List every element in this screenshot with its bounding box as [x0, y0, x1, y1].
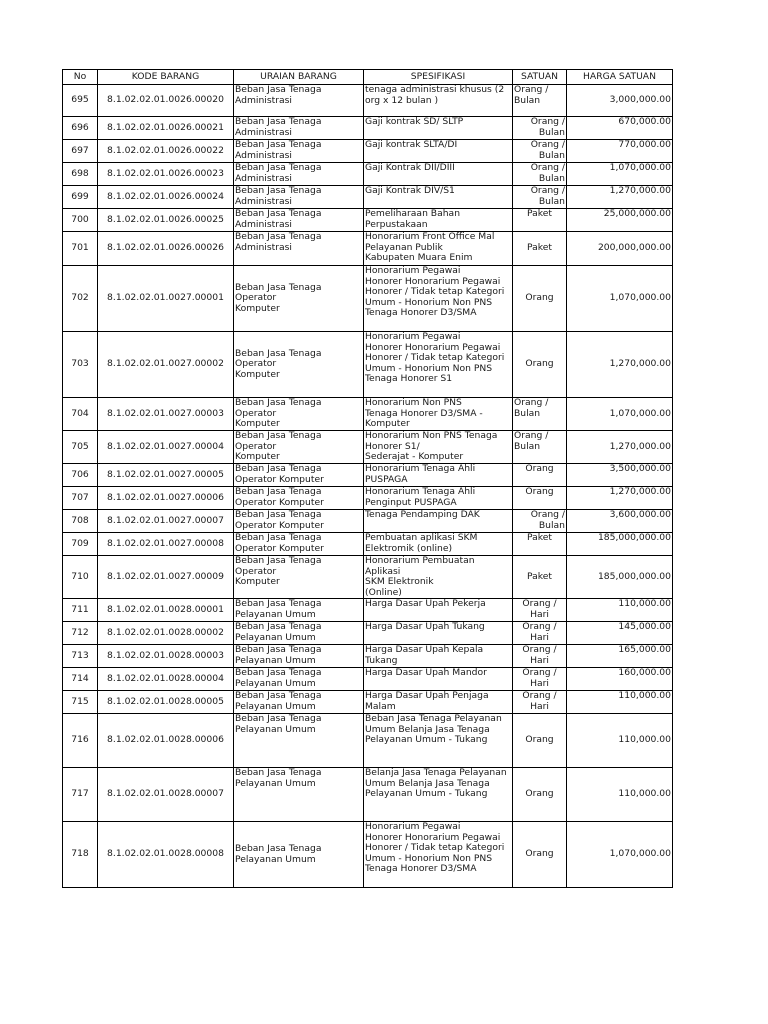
uraian-text: Beban Jasa Tenaga Operator Komputer [235, 281, 322, 314]
cell-harga: 145,000.00 [567, 622, 673, 645]
satuan-text: Orang / Hari [522, 621, 557, 643]
cell-spesifikasi [364, 431, 513, 464]
cell-no: 717 [63, 768, 98, 822]
spesifikasi-text: Honorarium Pembuatan Aplikasi SKM Elektronik (Online) [365, 555, 475, 598]
uraian-text: Beban Jasa Tenaga Pelayanan Umum [235, 713, 322, 735]
table-row [63, 163, 673, 186]
cell-no: 711 [63, 599, 98, 622]
cell-satuan [513, 431, 567, 464]
table-row [63, 691, 673, 714]
uraian-text: Beban Jasa Tenaga Pelayanan Umum [235, 843, 322, 865]
satuan-text: Orang / Bulan [514, 84, 549, 106]
cell-kode: 8.1.02.02.01.0028.00005 [98, 691, 234, 714]
cell-no: 707 [63, 487, 98, 510]
cell-uraian [234, 464, 364, 487]
cell-no: 716 [63, 714, 98, 768]
cell-satuan [513, 510, 567, 533]
satuan-text: Paket [526, 242, 552, 254]
cell-harga: 1,270,000.00 [567, 431, 673, 464]
cell-satuan [513, 163, 567, 186]
satuan-text: Orang / Bulan [514, 430, 549, 452]
cell-spesifikasi [364, 533, 513, 556]
spesifikasi-text: Honorarium Pegawai Honorer Honorarium Pegawai Honorer / Tidak tetap Kategori Umum - Honorium Non PNS Tenaga Honorer D3/SMA [365, 821, 505, 874]
cell-kode: 8.1.02.02.01.0026.00026 [98, 232, 234, 266]
cell-uraian [234, 599, 364, 622]
cell-satuan [513, 487, 567, 510]
cell-satuan [513, 186, 567, 209]
cell-no: 696 [63, 117, 98, 140]
table-row [63, 822, 673, 888]
table-row [63, 533, 673, 556]
table-row [63, 768, 673, 822]
cell-no: 701 [63, 232, 98, 266]
table-row [63, 186, 673, 209]
cell-spesifikasi [364, 691, 513, 714]
cell-spesifikasi [364, 186, 513, 209]
spesifikasi-text: Gaji Kontrak DIV/S1 [365, 185, 455, 196]
spesifikasi-text: Honorarium Front Office Mal Pelayanan Publik Kabupaten Muara Enim [365, 231, 495, 263]
spesifikasi-text: Harga Dasar Upah Kepala Tukang [365, 644, 484, 666]
satuan-text: Paket [526, 570, 552, 582]
cell-harga: 185,000,000.00 [567, 533, 673, 556]
spesifikasi-text: Honorarium Pegawai Honorer Honorarium Pegawai Honorer / Tidak tetap Kategori Umum - Honorium Non PNS Tenaga Honorer D3/SMA [365, 265, 505, 318]
table-row [63, 266, 673, 332]
cell-kode: 8.1.02.02.01.0027.00001 [98, 266, 234, 332]
col-header-no: No [63, 70, 98, 85]
cell-uraian [234, 691, 364, 714]
cell-uraian [234, 163, 364, 186]
col-header-kode: KODE BARANG [98, 70, 234, 85]
header-row [63, 70, 673, 85]
uraian-text: Beban Jasa Tenaga Administrasi [235, 116, 322, 138]
cell-kode: 8.1.02.02.01.0027.00008 [98, 533, 234, 556]
spesifikasi-text: Harga Dasar Upah Tukang [365, 621, 485, 632]
satuan-text: Orang / Bulan [530, 139, 565, 161]
cell-no: 695 [63, 85, 98, 117]
spesifikasi-text: Beban Jasa Tenaga Pelayanan Umum Belanja Jasa Tenaga Pelayanan Umum - Tukang [365, 713, 502, 745]
cell-spesifikasi [364, 140, 513, 163]
cell-harga: 110,000.00 [567, 714, 673, 768]
table-row [63, 510, 673, 533]
cell-spesifikasi [364, 398, 513, 431]
cell-kode: 8.1.02.02.01.0027.00007 [98, 510, 234, 533]
cell-satuan [513, 464, 567, 487]
cell-satuan [513, 332, 567, 398]
spesifikasi-text: Honorarium Tenaga Ahli PUSPAGA [365, 463, 476, 485]
table-row [63, 556, 673, 599]
cell-harga: 185,000,000.00 [567, 556, 673, 599]
table-row [63, 668, 673, 691]
cell-satuan [513, 599, 567, 622]
cell-harga: 110,000.00 [567, 691, 673, 714]
spesifikasi-text: Honorarium Tenaga Ahli Penginput PUSPAGA [365, 486, 476, 508]
uraian-text: Beban Jasa Tenaga Pelayanan Umum [235, 644, 322, 666]
uraian-text: Beban Jasa Tenaga Pelayanan Umum [235, 767, 322, 789]
cell-satuan [513, 691, 567, 714]
spesifikasi-text: Pemeliharaan Bahan Perpustakaan [365, 208, 461, 230]
uraian-text: Beban Jasa Tenaga Operator Komputer [235, 509, 324, 531]
table-row [63, 645, 673, 668]
spesifikasi-text: Honorarium Non PNS Tenaga Honorer S1/ Sederajat - Komputer [365, 430, 498, 462]
cell-satuan [513, 556, 567, 599]
uraian-text: Beban Jasa Tenaga Operator Komputer [235, 430, 322, 462]
cell-uraian [234, 332, 364, 398]
cell-no: 700 [63, 209, 98, 232]
uraian-text: Beban Jasa Tenaga Operator Komputer [235, 463, 324, 485]
satuan-text: Orang / Hari [522, 598, 557, 620]
col-header-satuan: SATUAN [513, 70, 567, 85]
cell-kode: 8.1.02.02.01.0026.00023 [98, 163, 234, 186]
cell-spesifikasi [364, 556, 513, 599]
cell-no: 702 [63, 266, 98, 332]
cell-uraian [234, 232, 364, 266]
cell-kode: 8.1.02.02.01.0028.00006 [98, 714, 234, 768]
cell-spesifikasi [364, 768, 513, 822]
satuan-text: Orang [525, 292, 554, 304]
cell-satuan [513, 668, 567, 691]
satuan-text: Orang / Bulan [530, 185, 565, 207]
cell-satuan [513, 117, 567, 140]
col-header-spesifikasi: SPESIFIKASI [364, 70, 513, 85]
cell-harga: 1,070,000.00 [567, 266, 673, 332]
uraian-text: Beban Jasa Tenaga Pelayanan Umum [235, 667, 322, 689]
spesifikasi-text: Honorarium Pegawai Honorer Honorarium Pegawai Honorer / Tidak tetap Kategori Umum - Honorium Non PNS Tenaga Honorer S1 [365, 331, 505, 384]
cell-spesifikasi [364, 266, 513, 332]
cell-kode: 8.1.02.02.01.0027.00002 [98, 332, 234, 398]
satuan-text: Orang [525, 463, 554, 474]
cell-no: 704 [63, 398, 98, 431]
satuan-text: Orang [525, 486, 554, 497]
cell-uraian [234, 622, 364, 645]
cell-spesifikasi [364, 599, 513, 622]
satuan-text: Orang / Bulan [514, 397, 549, 419]
cell-spesifikasi [364, 464, 513, 487]
satuan-text: Orang [525, 358, 554, 370]
table-row [63, 85, 673, 117]
cell-harga: 110,000.00 [567, 768, 673, 822]
cell-satuan [513, 140, 567, 163]
cell-satuan [513, 398, 567, 431]
cell-no: 703 [63, 332, 98, 398]
cell-uraian [234, 140, 364, 163]
spesifikasi-text: tenaga administrasi khusus (2 org x 12 bulan ) [365, 84, 505, 106]
cell-satuan [513, 85, 567, 117]
uraian-text: Beban Jasa Tenaga Pelayanan Umum [235, 690, 322, 712]
cell-harga: 200,000,000.00 [567, 232, 673, 266]
satuan-text: Orang / Hari [522, 667, 557, 689]
cell-spesifikasi [364, 668, 513, 691]
satuan-text: Paket [526, 208, 552, 219]
col-header-harga: HARGA SATUAN [567, 70, 673, 85]
table-row [63, 332, 673, 398]
cell-satuan [513, 768, 567, 822]
cell-no: 710 [63, 556, 98, 599]
cell-no: 712 [63, 622, 98, 645]
cell-harga: 3,500,000.00 [567, 464, 673, 487]
spesifikasi-text: Harga Dasar Upah Penjaga Malam [365, 690, 489, 712]
table-row [63, 117, 673, 140]
cell-satuan [513, 266, 567, 332]
cell-no: 706 [63, 464, 98, 487]
uraian-text: Beban Jasa Tenaga Operator Komputer [235, 397, 322, 429]
spesifikasi-text: Belanja Jasa Tenaga Pelayanan Umum Belanja Jasa Tenaga Pelayanan Umum - Tukang [365, 767, 507, 799]
cell-satuan [513, 232, 567, 266]
spesifikasi-text: Gaji kontrak SD/ SLTP [365, 116, 464, 127]
cell-kode: 8.1.02.02.01.0026.00024 [98, 186, 234, 209]
cell-spesifikasi [364, 714, 513, 768]
table-row [63, 622, 673, 645]
uraian-text: Beban Jasa Tenaga Operator Komputer [235, 532, 324, 554]
uraian-text: Beban Jasa Tenaga Administrasi [235, 162, 322, 184]
cell-kode: 8.1.02.02.01.0028.00003 [98, 645, 234, 668]
cell-spesifikasi [364, 85, 513, 117]
uraian-text: Beban Jasa Tenaga Operator Komputer [235, 486, 324, 508]
cell-kode: 8.1.02.02.01.0027.00005 [98, 464, 234, 487]
cell-uraian [234, 533, 364, 556]
cell-no: 709 [63, 533, 98, 556]
uraian-text: Beban Jasa Tenaga Pelayanan Umum [235, 621, 322, 643]
cell-uraian [234, 822, 364, 888]
spesifikasi-text: Gaji kontrak SLTA/DI [365, 139, 458, 150]
cell-uraian [234, 266, 364, 332]
cell-kode: 8.1.02.02.01.0027.00006 [98, 487, 234, 510]
spesifikasi-text: Harga Dasar Upah Pekerja [365, 598, 486, 609]
satuan-text: Orang / Bulan [530, 162, 565, 184]
cell-kode: 8.1.02.02.01.0028.00001 [98, 599, 234, 622]
cell-satuan [513, 822, 567, 888]
cell-kode: 8.1.02.02.01.0028.00008 [98, 822, 234, 888]
cell-harga: 1,270,000.00 [567, 186, 673, 209]
satuan-text: Orang / Bulan [530, 509, 565, 531]
table-row [63, 487, 673, 510]
cell-no: 713 [63, 645, 98, 668]
cell-uraian [234, 85, 364, 117]
cell-kode: 8.1.02.02.01.0026.00021 [98, 117, 234, 140]
cell-harga: 1,070,000.00 [567, 822, 673, 888]
cell-uraian [234, 645, 364, 668]
cell-kode: 8.1.02.02.01.0026.00022 [98, 140, 234, 163]
cell-no: 698 [63, 163, 98, 186]
cell-kode: 8.1.02.02.01.0027.00004 [98, 431, 234, 464]
spesifikasi-text: Gaji Kontrak DII/DIII [365, 162, 455, 173]
cell-satuan [513, 533, 567, 556]
cell-kode: 8.1.02.02.01.0027.00009 [98, 556, 234, 599]
uraian-text: Beban Jasa Tenaga Administrasi [235, 208, 322, 230]
cell-no: 708 [63, 510, 98, 533]
cell-spesifikasi [364, 232, 513, 266]
cell-satuan [513, 209, 567, 232]
cell-spesifikasi [364, 645, 513, 668]
table-row [63, 464, 673, 487]
cell-no: 699 [63, 186, 98, 209]
spesifikasi-text: Honorarium Non PNS Tenaga Honorer D3/SMA - Komputer [365, 397, 483, 429]
table-row [63, 232, 673, 266]
cell-uraian [234, 398, 364, 431]
uraian-text: Beban Jasa Tenaga Administrasi [235, 185, 322, 207]
cell-uraian [234, 487, 364, 510]
satuan-text: Orang / Bulan [530, 116, 565, 138]
satuan-text: Orang / Hari [522, 690, 557, 712]
cell-uraian [234, 186, 364, 209]
cell-harga: 1,070,000.00 [567, 398, 673, 431]
cell-kode: 8.1.02.02.01.0028.00002 [98, 622, 234, 645]
table-row [63, 599, 673, 622]
uraian-text: Beban Jasa Tenaga Administrasi [235, 139, 322, 161]
cell-harga: 25,000,000.00 [567, 209, 673, 232]
cell-kode: 8.1.02.02.01.0027.00003 [98, 398, 234, 431]
col-header-uraian: URAIAN BARANG [234, 70, 364, 85]
cell-spesifikasi [364, 163, 513, 186]
table-row [63, 398, 673, 431]
cell-spesifikasi [364, 487, 513, 510]
table-row [63, 140, 673, 163]
cell-no: 714 [63, 668, 98, 691]
table-row [63, 209, 673, 232]
cell-uraian [234, 117, 364, 140]
table-row [63, 431, 673, 464]
cell-no: 718 [63, 822, 98, 888]
cell-spesifikasi [364, 822, 513, 888]
spesifikasi-text: Tenaga Pendamping DAK [365, 509, 480, 520]
cell-spesifikasi [364, 332, 513, 398]
cell-harga: 3,600,000.00 [567, 510, 673, 533]
spesifikasi-text: Pembuatan aplikasi SKM Elektromik (online) [365, 532, 478, 554]
cell-no: 705 [63, 431, 98, 464]
cell-harga: 3,000,000.00 [567, 85, 673, 117]
satuan-text: Paket [526, 532, 552, 543]
satuan-text: Orang [525, 848, 554, 860]
cell-uraian [234, 431, 364, 464]
cell-uraian [234, 209, 364, 232]
cell-harga: 670,000.00 [567, 117, 673, 140]
uraian-text: Beban Jasa Tenaga Administrasi [235, 231, 322, 253]
cell-kode: 8.1.02.02.01.0028.00007 [98, 768, 234, 822]
uraian-text: Beban Jasa Tenaga Administrasi [235, 84, 322, 106]
cell-satuan [513, 714, 567, 768]
spesifikasi-text: Harga Dasar Upah Mandor [365, 667, 487, 678]
cell-spesifikasi [364, 117, 513, 140]
uraian-text: Beban Jasa Tenaga Pelayanan Umum [235, 598, 322, 620]
cell-harga: 160,000.00 [567, 668, 673, 691]
cell-uraian [234, 556, 364, 599]
uraian-text: Beban Jasa Tenaga Operator Komputer [235, 347, 322, 380]
cell-satuan [513, 622, 567, 645]
cell-uraian [234, 668, 364, 691]
cell-kode: 8.1.02.02.01.0028.00004 [98, 668, 234, 691]
cell-harga: 770,000.00 [567, 140, 673, 163]
cell-uraian [234, 714, 364, 768]
cell-spesifikasi [364, 622, 513, 645]
cell-spesifikasi [364, 209, 513, 232]
satuan-text: Orang / Hari [522, 644, 557, 666]
price-table [62, 69, 673, 888]
cell-harga: 165,000.00 [567, 645, 673, 668]
cell-harga: 1,270,000.00 [567, 487, 673, 510]
cell-uraian [234, 510, 364, 533]
cell-satuan [513, 645, 567, 668]
satuan-text: Orang [525, 734, 554, 746]
cell-kode: 8.1.02.02.01.0026.00025 [98, 209, 234, 232]
cell-harga: 1,270,000.00 [567, 332, 673, 398]
cell-spesifikasi [364, 510, 513, 533]
cell-kode: 8.1.02.02.01.0026.00020 [98, 85, 234, 117]
cell-uraian [234, 768, 364, 822]
cell-harga: 1,070,000.00 [567, 163, 673, 186]
table-row [63, 714, 673, 768]
satuan-text: Orang [525, 788, 554, 800]
cell-harga: 110,000.00 [567, 599, 673, 622]
cell-no: 697 [63, 140, 98, 163]
cell-no: 715 [63, 691, 98, 714]
uraian-text: Beban Jasa Tenaga Operator Komputer [235, 555, 322, 587]
